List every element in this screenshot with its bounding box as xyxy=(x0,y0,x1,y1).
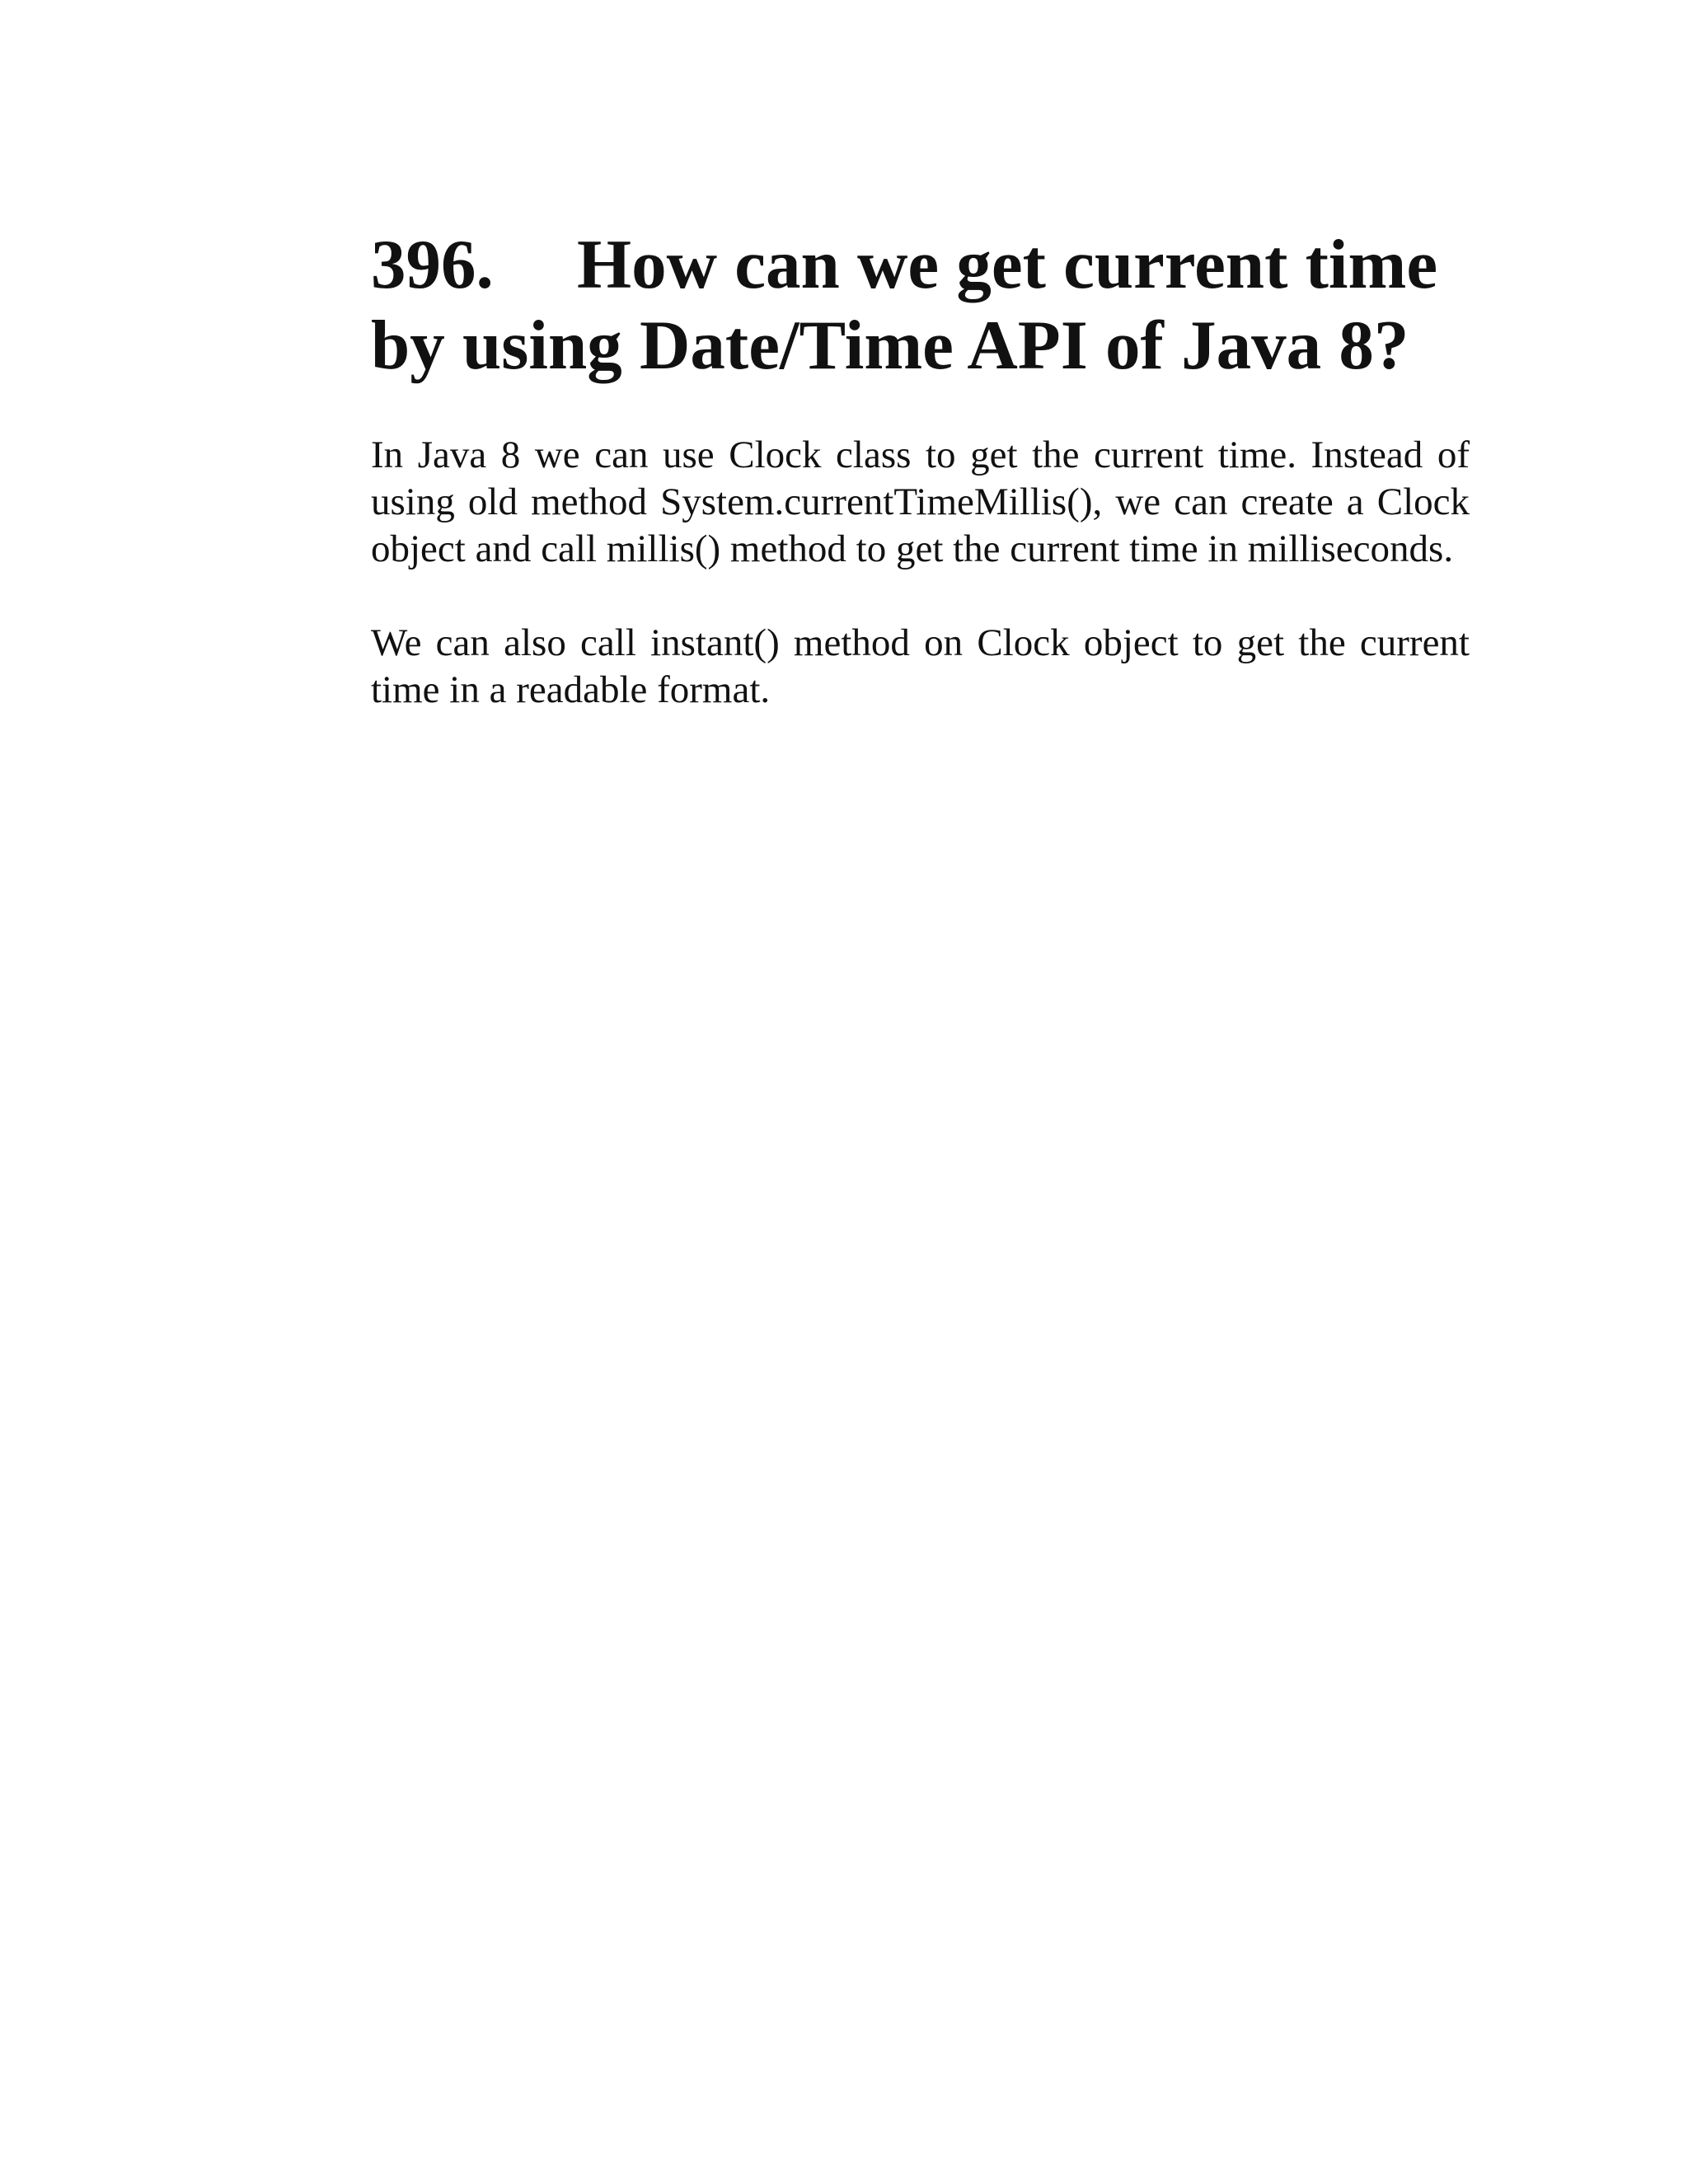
question-heading xyxy=(371,224,1470,386)
page-content xyxy=(371,224,1470,714)
answer-paragraph-1: In Java 8 we can use Clock class to get the current time. Instead of using old method System.currentTimeMillis(), we can create a Clock object and call millis() method to get the current time in milliseconds. xyxy=(371,434,1470,570)
answer-paragraph-2: We can also call instant() method on Clock object to get the current time in a readable format. xyxy=(371,621,1470,711)
question-number: 396. xyxy=(371,226,494,303)
question-title: How can we get current time by using Date/Time API of Java 8? xyxy=(371,226,1438,384)
